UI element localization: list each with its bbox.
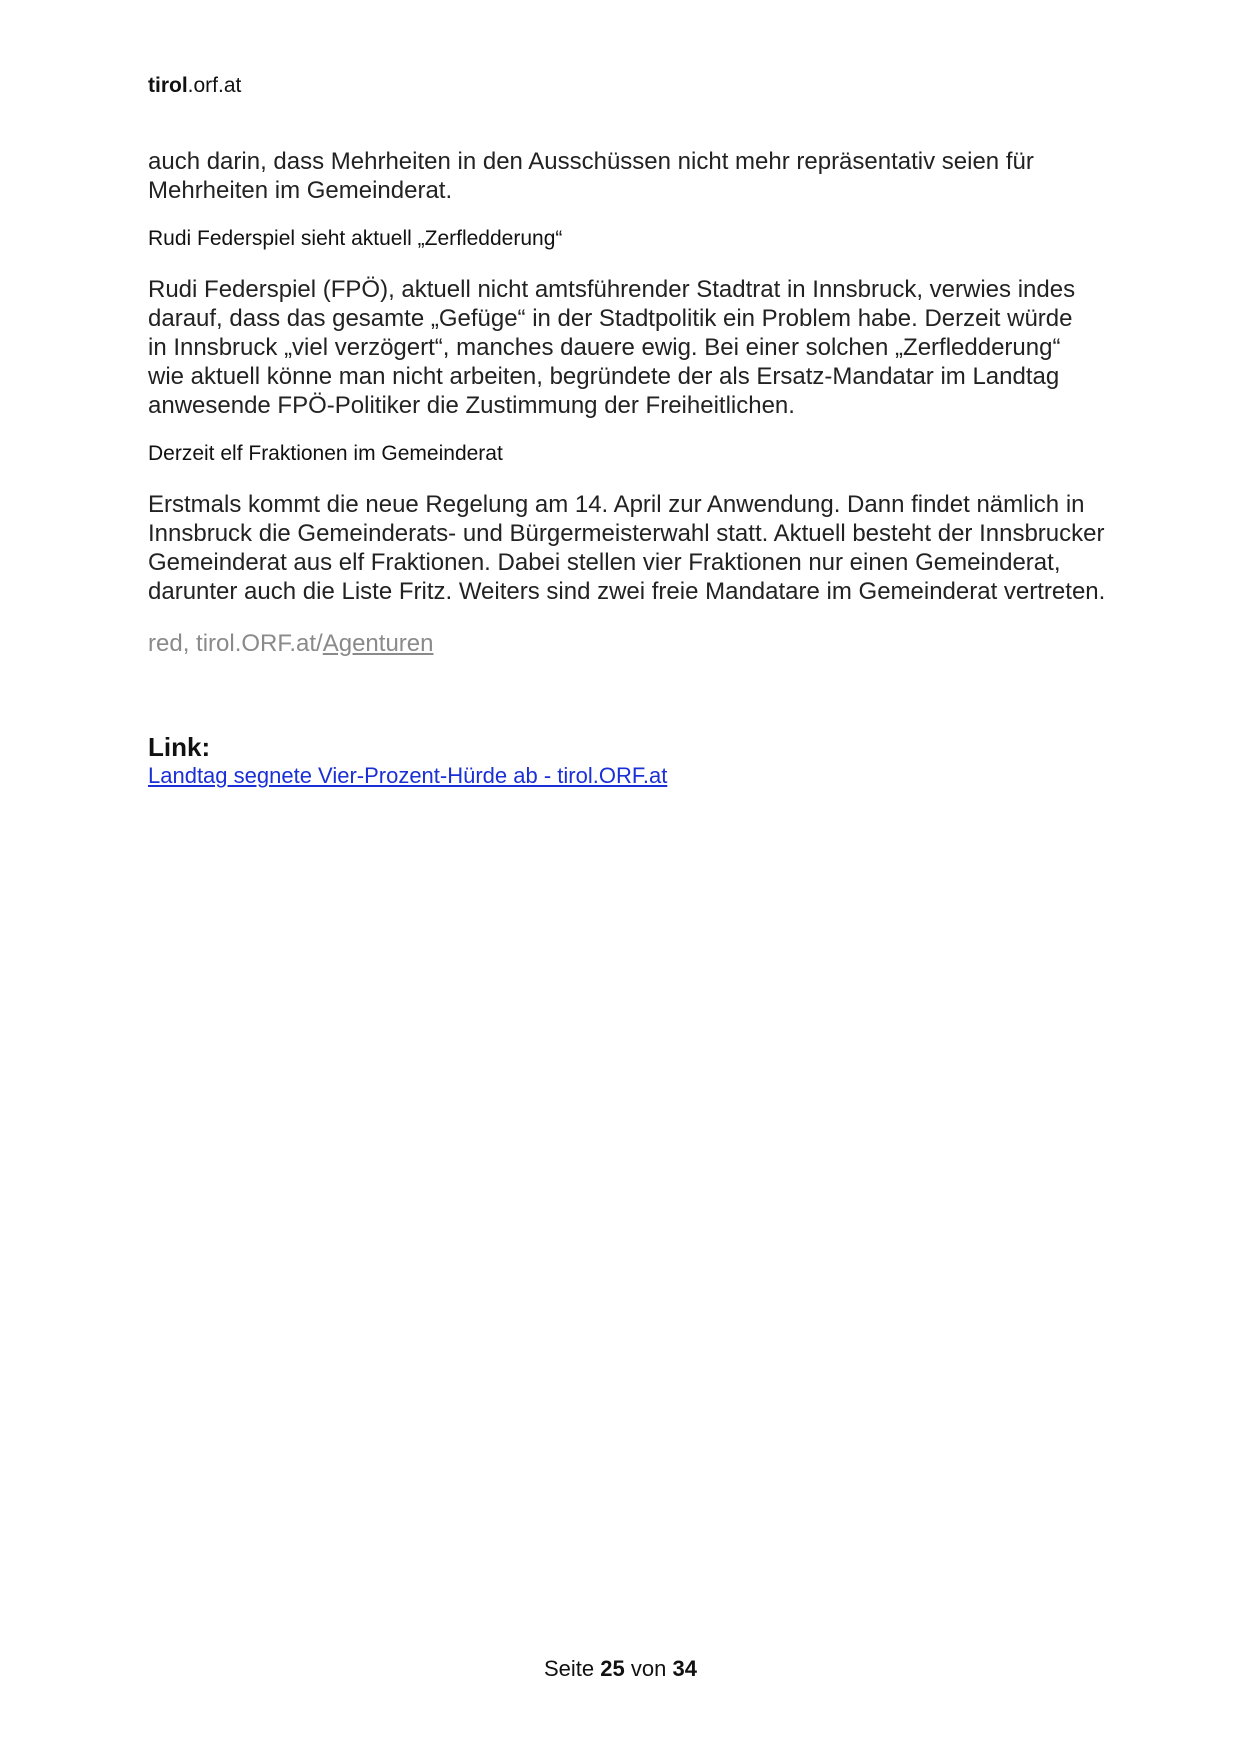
links-heading: Link: — [148, 732, 211, 762]
article-credit — [148, 629, 1108, 658]
current-page-number: 25 — [600, 1656, 625, 1681]
article-paragraph-2: Rudi Federspiel (FPÖ), aktuell nicht amtsführender Stadtrat in Innsbruck, verwies indes darauf, dass das gesamte „Gefüge“ in der Stadtpolitik ein Problem habe. Derzeit würde in Innsbruck „viel verzögert“, manches dauere ewig. Bei einer solchen „Zerfledderung“ wie aktuell könne man nicht arbeiten, begründete der als Ersatz-Mandatar im Landtag anwesende FPÖ-Politiker die Zustimmung der Freiheitlichen. — [148, 276, 1076, 419]
article-body — [148, 147, 1108, 789]
site-brand-rest: .orf.at — [187, 74, 242, 97]
footer-middle: von — [630, 1656, 667, 1681]
article-subheading-2: Derzeit elf Fraktionen im Gemeinderat — [148, 442, 503, 465]
article-paragraph-1: auch darin, dass Mehrheiten in den Ausschüssen nicht mehr repräsentativ seien für Mehrheiten im Gemeinderat. — [148, 148, 1034, 204]
page-footer — [0, 1656, 1241, 1682]
credit-agenturen-link[interactable]: Agenturen — [322, 630, 434, 657]
site-header — [148, 74, 241, 98]
related-article-link[interactable]: Landtag segnete Vier-Prozent-Hürde ab - tirol.ORF.at — [148, 763, 668, 788]
footer-prefix: Seite — [544, 1656, 595, 1681]
article-subheading-1: Rudi Federspiel sieht aktuell „Zerfledderung“ — [148, 227, 563, 250]
article-paragraph-3: Erstmals kommt die neue Regelung am 14. April zur Anwendung. Dann findet nämlich in Innsbruck die Gemeinderats- und Bürgermeisterwahl statt. Aktuell besteht der Innsbrucker Gemeinderat aus elf Fraktionen. Dabei stellen vier Fraktionen nur einen Gemeinderat, darunter auch die Liste Fritz. Weiters sind zwei freie Mandatare im Gemeinderat vertreten. — [148, 491, 1106, 605]
total-pages: 34 — [672, 1656, 697, 1681]
credit-prefix: red, tirol.ORF.at/ — [148, 630, 323, 657]
site-brand-bold: tirol — [148, 74, 188, 97]
